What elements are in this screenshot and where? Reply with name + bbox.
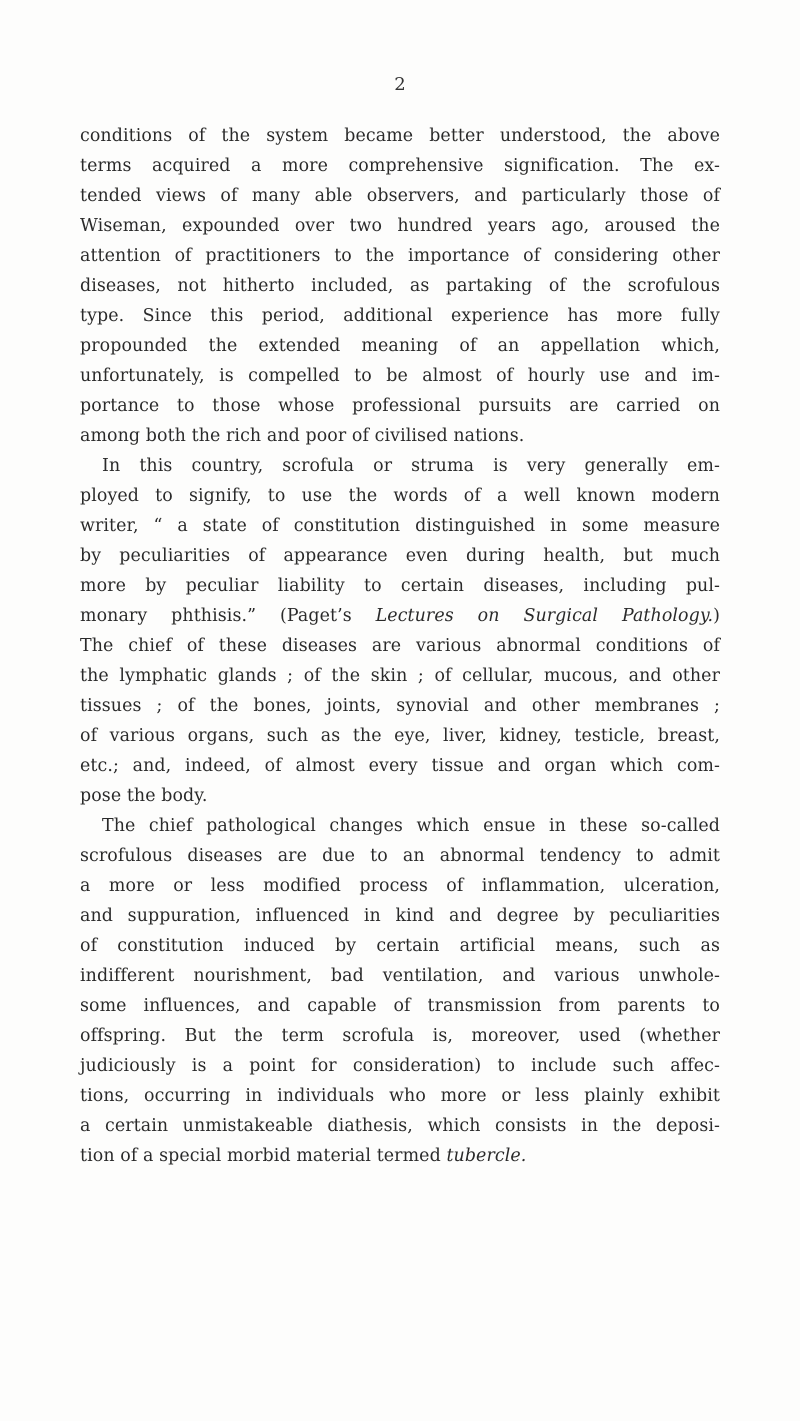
text-line: Wiseman, expounded over two hundred years ago, aroused the (80, 216, 720, 236)
text-line: pose the body. (80, 786, 208, 806)
text-line: unfortunately, is compelled to be almost of hourly use and im- (80, 366, 720, 386)
text-line: tissues ; of the bones, joints, synovial and other membranes ; (80, 696, 720, 716)
text-line: attention of practitioners to the importance of considering other (80, 246, 720, 266)
citation-title: Lectures on Surgical Pathology. (375, 606, 714, 626)
text-line: the lymphatic glands ; of the skin ; of cellular, mucous, and other (80, 666, 720, 686)
citation-close: ) (713, 606, 720, 626)
text-line: portance to those whose professional pursuits are carried on (80, 396, 720, 416)
text-line: more by peculiar liability to certain diseases, including pul- (80, 576, 720, 596)
text-line: tions, occurring in individuals who more or less plainly exhibit (80, 1086, 720, 1106)
text-line: type. Since this period, additional experience has more fully (80, 306, 720, 326)
text-line: ployed to signify, to use the words of a well known modern (80, 486, 720, 506)
text-line: judiciously is a point for consideration) to include such affec- (80, 1056, 720, 1076)
text-line: conditions of the system became better understood, the above (80, 126, 720, 146)
paragraph-start-line: The chief pathological changes which ensue in these so-called (102, 816, 720, 836)
citation-lead: monary phthisis.” (Paget’s (80, 606, 376, 626)
text-line: a more or less modified process of inflammation, ulceration, (80, 876, 720, 896)
text-line: offspring. But the term scrofula is, moreover, used (whether (80, 1026, 720, 1046)
text-line: of various organs, such as the eye, liver, kidney, testicle, breast, (80, 726, 720, 746)
text-line: some influences, and capable of transmission from parents to (80, 996, 720, 1016)
text-line: The chief of these diseases are various abnormal conditions of (80, 636, 720, 656)
paragraph-start-line: In this country, scrofula or struma is very generally em- (102, 456, 720, 476)
text-line: diseases, not hitherto included, as partaking of the scrofulous (80, 276, 720, 296)
text-line: a certain unmistakeable diathesis, which consists in the deposi- (80, 1116, 720, 1136)
text-line: writer, “ a state of constitution distinguished in some measure (80, 516, 720, 536)
text-line-with-citation (80, 608, 720, 625)
term-tubercle: tubercle. (446, 1146, 527, 1166)
text-line: etc.; and, indeed, of almost every tissue and organ which com- (80, 756, 720, 776)
text-line: propounded the extended meaning of an appellation which, (80, 336, 720, 356)
text-line: scrofulous diseases are due to an abnormal tendency to admit (80, 846, 720, 866)
text-line: tended views of many able observers, and particularly those of (80, 186, 720, 206)
text-line: of constitution induced by certain artificial means, such as (80, 936, 720, 956)
text-line: terms acquired a more comprehensive signification. The ex- (80, 156, 720, 176)
final-line-text: tion of a special morbid material termed (80, 1146, 447, 1166)
page-number: 2 (394, 74, 406, 95)
text-line: by peculiarities of appearance even during health, but much (80, 546, 720, 566)
text-line: indifferent nourishment, bad ventilation, and various unwhole- (80, 966, 720, 986)
text-line: among both the rich and poor of civilised nations. (80, 426, 525, 446)
text-line-final (80, 1148, 720, 1165)
text-line: and suppuration, influenced in kind and degree by peculiarities (80, 906, 720, 926)
